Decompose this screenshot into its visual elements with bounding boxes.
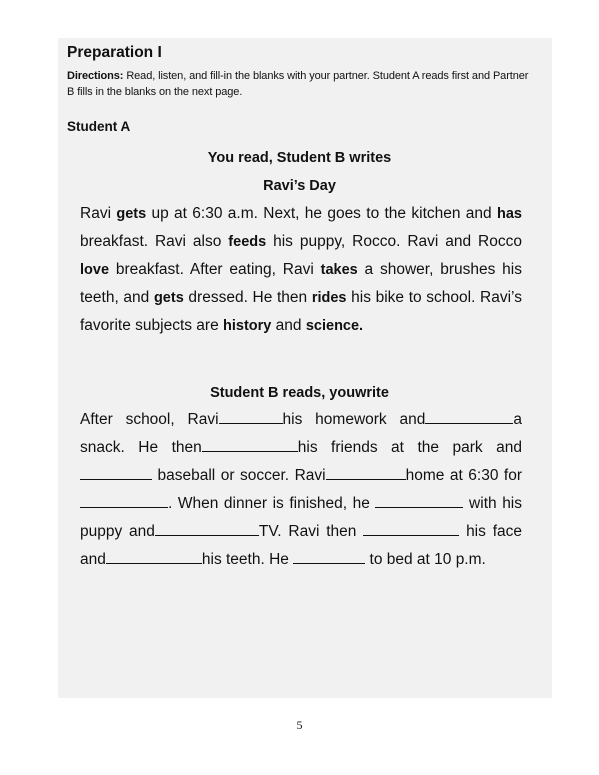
answer-blank[interactable]: [155, 521, 259, 536]
story-text: his puppy, Rocco. Ravi and Rocco: [266, 233, 522, 250]
story-text: dressed. He then: [183, 289, 312, 306]
story-text: and: [271, 317, 306, 334]
story-text: with his puppy and: [80, 495, 523, 540]
answer-blank[interactable]: [293, 549, 365, 564]
answer-blank[interactable]: [375, 493, 463, 508]
part-b-heading: Student B reads, youwrite: [210, 385, 389, 401]
key-verb: gets: [116, 206, 147, 222]
key-verb: science.: [305, 318, 364, 334]
story-text: After school, Ravi: [80, 411, 219, 428]
story-text: a shower, brushes his teeth, and: [80, 261, 522, 306]
story-text: baseball or soccer. Ravi: [152, 467, 326, 484]
fill-in-paragraph: [80, 406, 522, 574]
key-verb: rides: [311, 290, 347, 306]
story-text: his bike to school. Ravi’s favorite subjects are: [80, 289, 522, 334]
answer-blank[interactable]: [363, 521, 459, 536]
story-text: up at 6:30 a.m. Next, he goes to the kitchen and: [146, 205, 497, 222]
story-text: to bed at 10 p.m.: [365, 551, 486, 568]
story-text: his homework and: [282, 411, 426, 428]
story-text: his teeth. He: [201, 551, 294, 568]
page-number: 5: [296, 718, 303, 732]
key-verb: gets: [153, 290, 184, 306]
story-title: Ravi’s Day: [263, 178, 336, 194]
key-verb: has: [497, 206, 522, 222]
story-text: a snack. He then: [80, 411, 522, 456]
part-a-heading: You read, Student B writes: [207, 150, 392, 166]
answer-blank[interactable]: [80, 493, 168, 508]
story-paragraph: [80, 200, 522, 340]
story-text: his face and: [80, 523, 522, 568]
story-text: breakfast. Ravi also: [80, 233, 229, 250]
answer-blank[interactable]: [202, 437, 298, 452]
page-title: Preparation I: [67, 44, 162, 61]
directions: [67, 68, 537, 100]
directions-label: Directions:: [67, 70, 124, 82]
story-text: his friends at the park and: [297, 439, 522, 456]
answer-blank[interactable]: [326, 465, 406, 480]
answer-blank[interactable]: [106, 549, 202, 564]
story-text: home at 6:30 for: [405, 467, 523, 484]
story-text: . When dinner is finished, he: [168, 495, 376, 512]
section-label: Student A: [67, 119, 131, 134]
answer-blank[interactable]: [219, 409, 283, 424]
key-verb: takes: [320, 262, 358, 278]
content-panel: [58, 38, 552, 698]
answer-blank[interactable]: [80, 465, 152, 480]
answer-blank[interactable]: [425, 409, 513, 424]
story-text: Ravi: [80, 205, 117, 222]
key-verb: feeds: [228, 234, 267, 250]
story-text: TV. Ravi then: [258, 523, 364, 540]
story-text: breakfast. After eating, Ravi: [109, 261, 321, 278]
directions-text: Read, listen, and fill-in the blanks with your partner. Student A reads first and Partner B fills in the blanks on the next page.: [67, 70, 529, 98]
key-verb: love: [80, 262, 110, 278]
key-verb: history: [223, 318, 272, 334]
